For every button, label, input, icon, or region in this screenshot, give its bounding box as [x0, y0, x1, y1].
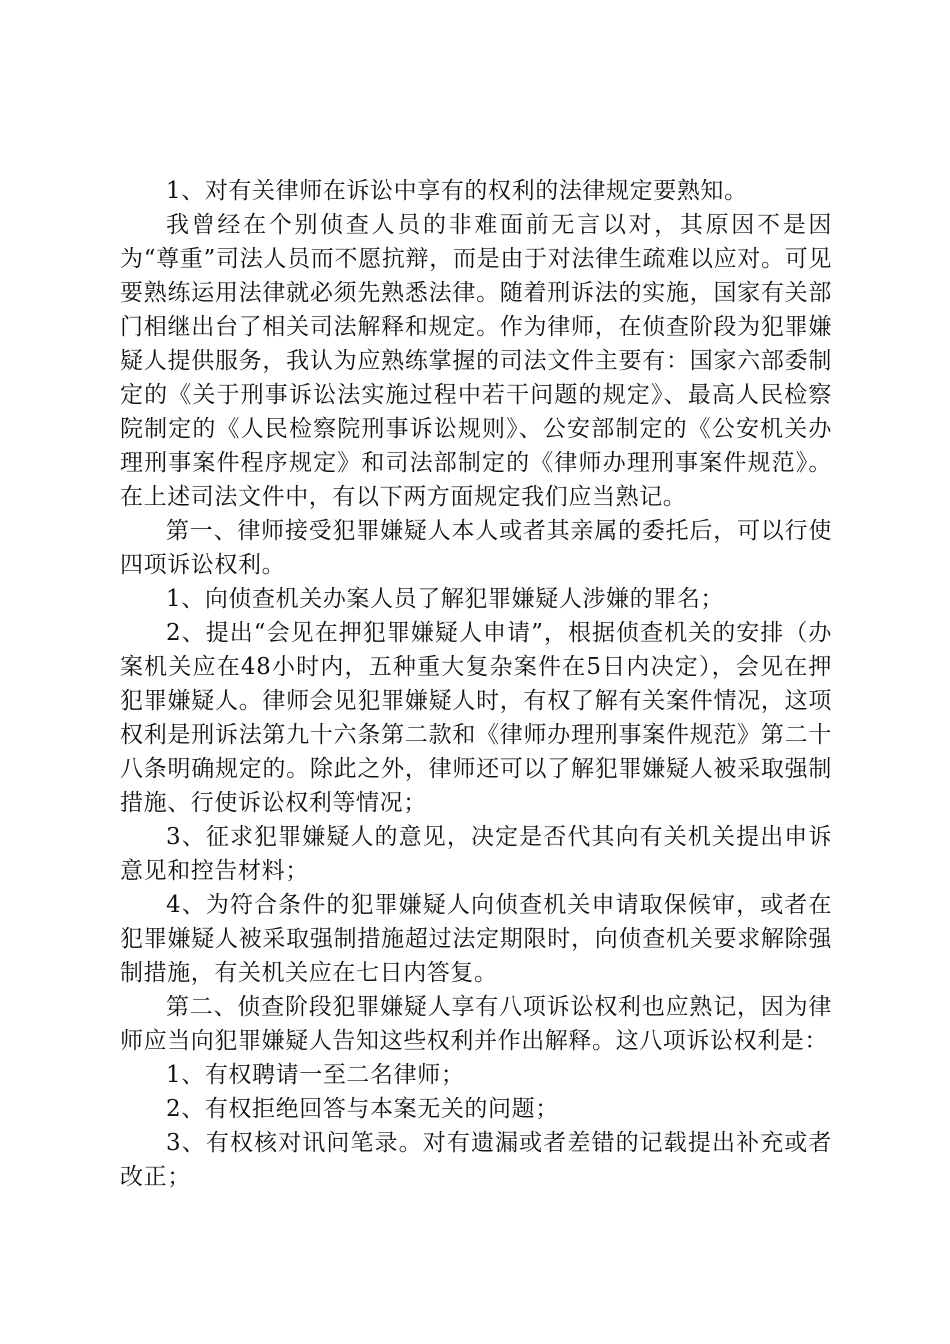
- paragraph-heading-rights-knowledge: 1、对有关律师在诉讼中享有的权利的法律规定要熟知。: [166, 178, 748, 204]
- list-item-lawyer-right-4: 4、为符合条件的犯罪嫌疑人向侦查机关申请取保候审，或者在犯罪嫌疑人被采取强制措施超过法定期限时，向侦查机关要求解除强制措施，有关机关应在七日内答复。: [120, 892, 832, 986]
- list-item-lawyer-right-1: 1、向侦查机关办案人员了解犯罪嫌疑人涉嫌的罪名；: [166, 586, 725, 612]
- document-body: [120, 174, 832, 1194]
- paragraph-lawyer-four-rights: 第一、律师接受犯罪嫌疑人本人或者其亲属的委托后，可以行使四项诉讼权利。: [120, 518, 832, 578]
- list-item-suspect-right-2: 2、有权拒绝回答与本案无关的问题；: [166, 1096, 559, 1122]
- paragraph-suspect-eight-rights: 第二、侦查阶段犯罪嫌疑人享有八项诉讼权利也应熟记，因为律师应当向犯罪嫌疑人告知这些权利并作出解释。这八项诉讼权利是：: [120, 994, 832, 1054]
- list-item-suspect-right-1: 1、有权聘请一至二名律师；: [166, 1062, 465, 1088]
- paragraph-legal-documents: 我曾经在个别侦查人员的非难面前无言以对，其原因不是因为“尊重”司法人员而不愿抗辩，而是由于对法律生疏难以应对。可见要熟练运用法律就必须先熟悉法律。随着刑诉法的实施，国家有关部门相继出台了相关司法解释和规定。作为律师，在侦查阶段为犯罪嫌疑人提供服务，我认为应熟练掌握的司法文件主要有：国家六部委制定的《关于刑事诉讼法实施过程中若干问题的规定》、最高人民检察院制定的《人民检察院刑事诉讼规则》、公安部制定的《公安机关办理刑事案件程序规定》和司法部制定的《律师办理刑事案件规范》。在上述司法文件中，有以下两方面规定我们应当熟记。: [120, 212, 832, 510]
- list-item-suspect-right-3: 3、有权核对讯问笔录。对有遗漏或者差错的记载提出补充或者改正；: [120, 1130, 832, 1190]
- list-item-lawyer-right-2: 2、提出“会见在押犯罪嫌疑人申请”，根据侦查机关的安排（办案机关应在48小时内，五种重大复杂案件在5日内决定），会见在押犯罪嫌疑人。律师会见犯罪嫌疑人时，有权了解有关案件情况，这项权利是刑诉法第九十六条第二款和《律师办理刑事案件规范》第二十八条明确规定的。除此之外，律师还可以了解犯罪嫌疑人被采取强制措施、行使诉讼权利等情况；: [120, 620, 832, 816]
- list-item-lawyer-right-3: 3、征求犯罪嫌疑人的意见，决定是否代其向有关机关提出申诉意见和控告材料；: [120, 824, 832, 884]
